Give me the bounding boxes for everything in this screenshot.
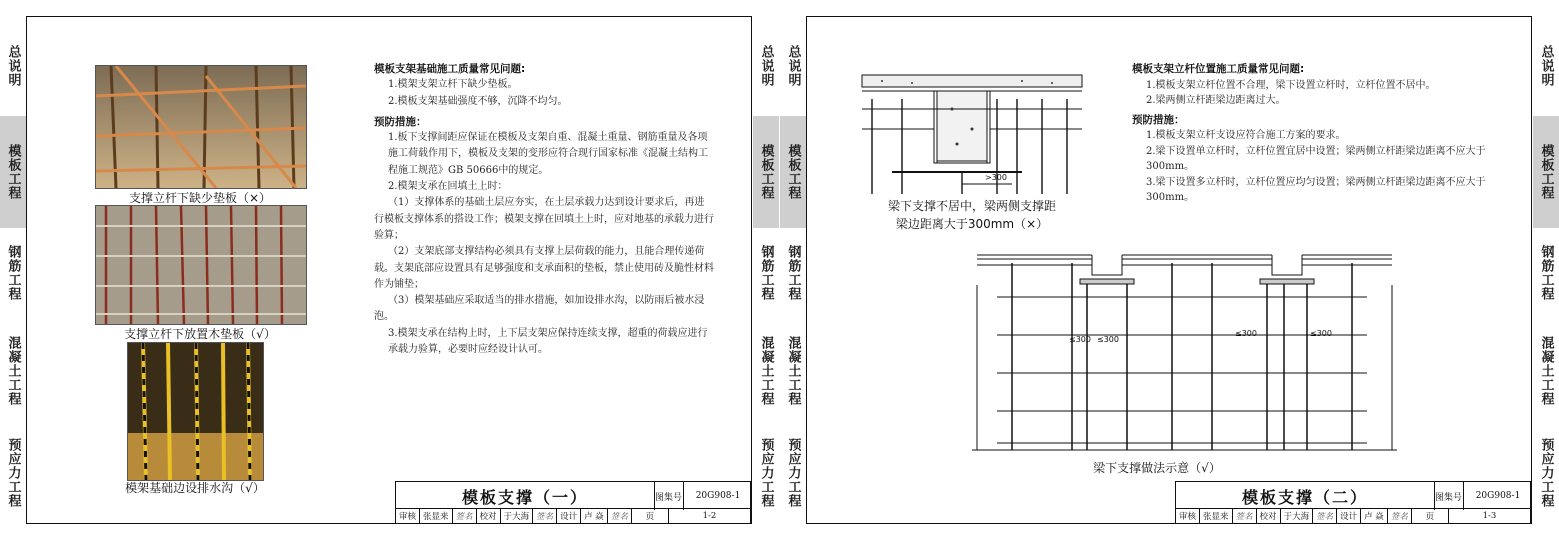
side-tab[interactable]: [780, 16, 806, 116]
side-tab[interactable]: [0, 228, 26, 318]
measure-item: 3.模架支承在结构上时，上下层支架应保持连续支撑，超重的荷载应进行承载力验算，必要时应经设计认可。: [388, 327, 708, 356]
atlas-number: 20G908-1: [695, 491, 741, 501]
atlas-number: 20G908-1: [1475, 491, 1521, 501]
dimension-label: >300: [985, 173, 1007, 182]
photo-caption: 支撑立杆下放置木垫板（√）: [124, 327, 276, 341]
side-tab[interactable]: [1533, 422, 1559, 524]
side-tab[interactable]: [780, 318, 806, 424]
signature: 签名: [1233, 509, 1257, 523]
diagram-correct-support: [972, 245, 1412, 460]
side-tab[interactable]: [1533, 116, 1559, 228]
side-tab-label: 总说明: [5, 45, 21, 87]
page-number: 1-3: [1482, 511, 1497, 521]
measure-item: （3）模架基础应采取适当的排水措施，如加设排水沟，以防雨后被水浸泡。: [374, 295, 705, 323]
checker-name: 于大海: [1281, 509, 1314, 523]
side-tab[interactable]: [753, 228, 779, 318]
reviewer-name: 张显来: [420, 509, 453, 523]
side-tab-label: 钢筋工程: [785, 245, 801, 301]
side-tab-label: 钢筋工程: [758, 245, 774, 301]
page-number: 1-2: [702, 511, 717, 521]
measure-item: （2）支架底部支撑结构必须具有支撑上层荷载的能力，且能合理传递荷载。支架底部应设置具有足够强度和支承面积的垫板，禁止使用砖及脆性材料作为铺垫；: [374, 246, 714, 290]
side-tab[interactable]: [753, 116, 779, 228]
dimension-label: ≤300: [1069, 335, 1091, 344]
side-tab[interactable]: [1533, 318, 1559, 424]
photo-caption: 模架基础边设排水沟（√）: [125, 481, 265, 495]
side-tab-label: 混凝土工程: [1538, 336, 1554, 406]
side-tab-label: 混凝土工程: [758, 336, 774, 406]
side-tab-label: 总说明: [758, 45, 774, 87]
prevention-heading: 预防措施：: [1132, 113, 1185, 126]
side-tab[interactable]: [0, 318, 26, 424]
side-tab-label: 总说明: [1538, 45, 1554, 87]
atlas-label: 图集号: [1434, 482, 1464, 510]
text-body: [374, 61, 714, 358]
problem-item: 2.模板支架基础强度不够，沉降不均匀。: [388, 95, 568, 107]
measure-item: 1.模板支架立杆支设应符合施工方案的要求。: [1146, 130, 1346, 141]
designer-name: 卢 焱: [1361, 509, 1388, 523]
signature: 签名: [1388, 509, 1412, 523]
prevention-heading: 预防措施：: [374, 115, 427, 128]
side-tabs-left: [0, 16, 26, 524]
side-tab-label: 模板工程: [785, 144, 801, 200]
page-template-support-2: [806, 16, 1532, 524]
side-tabs-middle-left: [780, 16, 806, 524]
problem-heading: 模板支架立杆位置施工质量常见问题:: [1132, 63, 1305, 75]
side-tab[interactable]: [753, 16, 779, 116]
page-label: 页: [632, 509, 669, 523]
side-tab[interactable]: [0, 116, 26, 228]
side-tabs-middle-right: [753, 16, 779, 524]
photo-drainage: [127, 342, 264, 481]
signature: 签名: [453, 509, 477, 523]
problem-heading: 模板支架基础施工质量常见问题:: [374, 63, 526, 75]
measure-item: 2.模架支承在回填土上时：: [388, 181, 508, 193]
role-label: 设计: [557, 509, 581, 523]
side-tab-label: 模板工程: [758, 144, 774, 200]
photo-caption: 支撑立杆下缺少垫板（×）: [128, 191, 272, 205]
page-template-support-1: [26, 16, 752, 524]
diagram-caption-line: 梁边距离大于300mm（×）: [895, 217, 1049, 231]
side-tab-label: 总说明: [785, 45, 801, 87]
measure-item: 3.梁下设置多立杆时，立杆位置应均匀设置；梁两侧立杆距梁边距离不应大于300mm。: [1146, 176, 1486, 203]
dimension-label: ≤300: [1235, 329, 1257, 338]
signature: 签名: [533, 509, 557, 523]
side-tab[interactable]: [780, 228, 806, 318]
problem-item: 2.梁两侧立杆距梁边距离过大。: [1146, 95, 1286, 106]
role-label: 审核: [396, 509, 420, 523]
signature-row: [1176, 508, 1530, 523]
side-tab-label: 预应力工程: [758, 438, 774, 508]
side-tab[interactable]: [753, 422, 779, 524]
side-tab-label: 预应力工程: [785, 438, 801, 508]
measure-item: （1）支撑体系的基础土层应夯实，在土层承载力达到设计要求后，再进行模板支撑体系的搭设工作；模架支撑在回填土上时，应对地基的承载力进行验算；: [374, 197, 714, 241]
photo-wood-pad: [95, 205, 307, 325]
atlas-label: 图集号: [654, 482, 684, 510]
side-tab[interactable]: [780, 422, 806, 524]
diagram-off-center-support: [852, 69, 1092, 194]
role-label: 审核: [1176, 509, 1200, 523]
side-tab[interactable]: [0, 16, 26, 116]
role-label: 校对: [477, 509, 501, 523]
problem-item: 1.模板支架立杆位置不合理，梁下设置立杆时，立杆位置不居中。: [1146, 79, 1436, 91]
side-tab[interactable]: [753, 318, 779, 424]
title-block: [1175, 481, 1531, 524]
dimension-label: ≤300: [1097, 335, 1119, 344]
dimension-label: ≤300: [1310, 329, 1332, 338]
role-label: 设计: [1337, 509, 1361, 523]
signature: 签名: [608, 509, 632, 523]
designer-name: 卢 焱: [581, 509, 608, 523]
side-tabs-right: [1533, 16, 1559, 524]
text-body: [1132, 62, 1512, 206]
signature: 签名: [1313, 509, 1337, 523]
side-tab[interactable]: [0, 422, 26, 524]
photo-missing-pad: [95, 65, 307, 189]
side-tab-label: 模板工程: [5, 144, 21, 200]
page-title: 模板支撑（一）: [396, 482, 655, 510]
measure-item: 1.板下支撑间距应保证在模板及支架自重、混凝土重量、钢筋重量及各项施工荷载作用下，模板及支架的变形应符合现行国家标准《混凝土结构工程施工规范》GB 50666中的规定。: [388, 132, 708, 176]
page-label: 页: [1412, 509, 1449, 523]
role-label: 校对: [1257, 509, 1281, 523]
side-tab[interactable]: [1533, 16, 1559, 116]
title-block: [395, 481, 751, 524]
side-tab-label: 钢筋工程: [5, 245, 21, 301]
side-tab-label: 混凝土工程: [5, 336, 21, 406]
side-tab-label: 混凝土工程: [785, 336, 801, 406]
side-tab-label: 钢筋工程: [1538, 245, 1554, 301]
side-tab-label: 预应力工程: [1538, 438, 1554, 508]
side-tab-label: 模板工程: [1538, 144, 1554, 200]
reviewer-name: 张显来: [1200, 509, 1233, 523]
diagram-caption: [867, 197, 1077, 233]
measure-item: 2.梁下设置单立杆时，立杆位置宜居中设置；梁两侧立杆距梁边距离不应大于300mm。: [1146, 145, 1486, 172]
page-title: 模板支撑（二）: [1176, 482, 1435, 510]
side-tab[interactable]: [780, 116, 806, 228]
diagram-caption-line: 梁下支撑不居中，梁两侧支撑距: [887, 199, 1056, 213]
signature-row: [396, 508, 750, 523]
side-tab[interactable]: [1533, 228, 1559, 318]
diagram-caption: 梁下支撑做法示意（√）: [1093, 461, 1221, 475]
side-tab-label: 预应力工程: [5, 438, 21, 508]
checker-name: 于大海: [501, 509, 534, 523]
problem-item: 1.模架支架立杆下缺少垫板。: [388, 79, 518, 91]
